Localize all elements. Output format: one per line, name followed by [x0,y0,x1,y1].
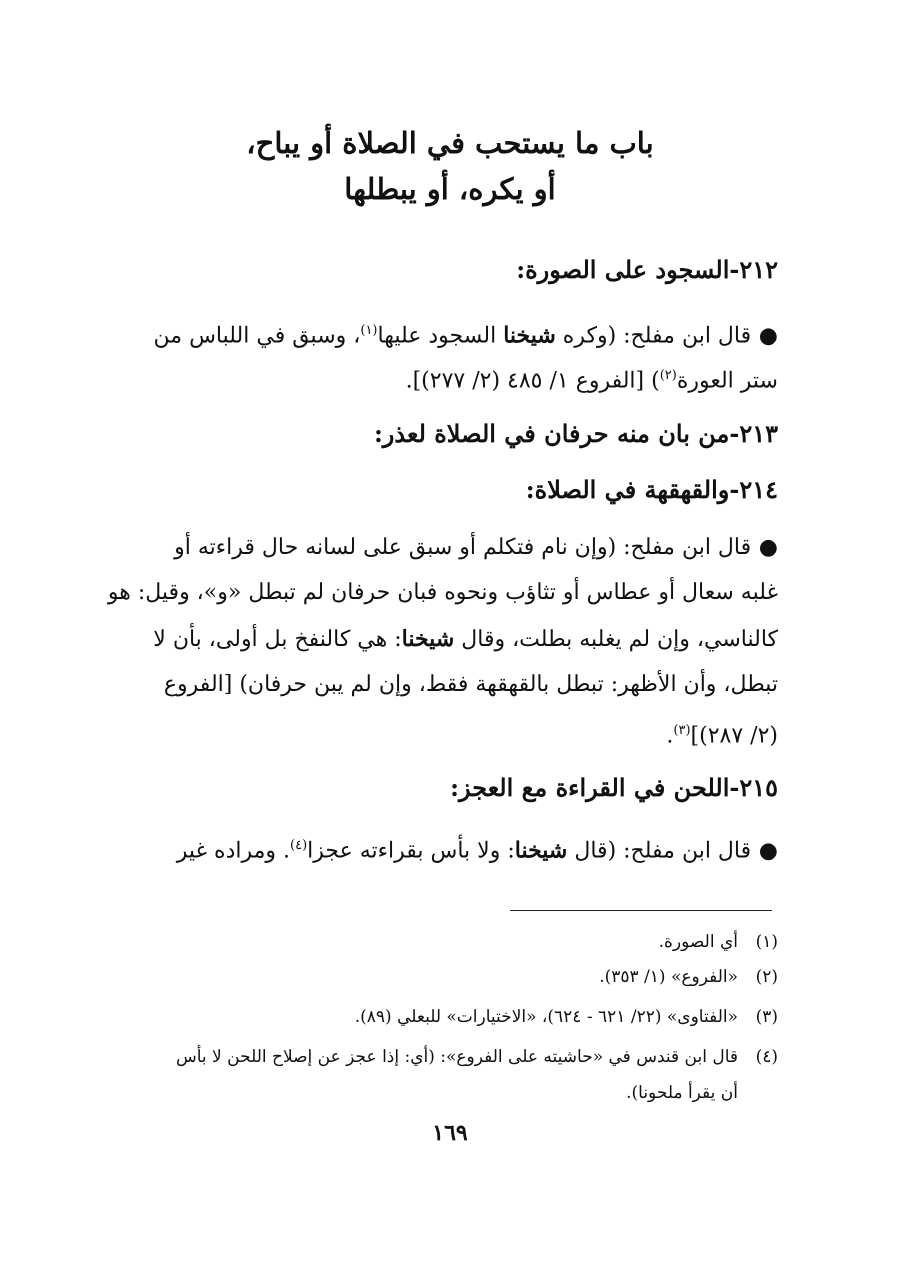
chapter-title-line-2: أو يكره، أو يبطلها [344,172,556,206]
chapter-title-line-1: باب ما يستحب في الصلاة أو يباح، [246,126,654,160]
footnote-4: (٤)قال ابن قندس في «حاشيته على الفروع»: (أي: إذا عجز عن إصلاح اللحن لا بأس [175,1047,778,1067]
footnote-ref-3[interactable]: (٣) [673,723,691,738]
bullet-icon: ● [751,322,778,349]
footnote-ref-2[interactable]: (٢) [659,368,677,383]
section-215-line-1: ● قال ابن مفلح: (قال شيخنا: ولا بأس بقراءته عجزا$^{(٤)}$. ومراده غير [176,837,778,864]
footnote-3: (٣)«الفتاوى» (٢٢/ ٦٢١ - ٦٢٤)، «الاختيارات» للبعلي (٨٩). [354,1007,778,1027]
bullet-icon: ● [751,837,778,864]
section-heading-213: ٢١٣-من بان منه حرفان في الصلاة لعذر: [373,419,778,448]
page-number: ١٦٩ [432,1120,468,1146]
footnote-1: (١)أي الصورة. [658,932,778,952]
section-heading-214: ٢١٤-والقهقهة في الصلاة: [525,475,778,504]
section-214-line-2: غلبه سعال أو عطاس أو تثاؤب ونحوه فبان حرفان لم تبطل «و»، وقيل: هو [107,580,778,605]
footnote-ref-1[interactable]: (١) [360,323,378,338]
section-heading-212: ٢١٢-السجود على الصورة: [516,255,778,284]
section-214-line-5: (٢/ ٢٨٧)]$^{(٣)}$. [666,723,778,749]
section-214-line-1: ● قال ابن مفلح: (وإن نام فتكلم أو سبق على لسانه حال قراءته أو [174,534,778,560]
section-214-line-3: كالناسي، وإن لم يغلبه بطلت، وقال شيخنا: هي كالنفخ بل أولى، بأن لا [153,626,778,652]
section-212-line-1: ● قال ابن مفلح: (وكره شيخنا السجود عليها$^{(١)}$، وسبق في اللباس من [153,322,778,349]
footnote-4-continuation: أن يقرأ ملحونا). [626,1083,738,1103]
footnote-divider [510,910,772,911]
section-212-line-2: ستر العورة$^{(٢)}$) [الفروع ١/ ٤٨٥ (٢/ ٢٧٧)]. [405,368,778,394]
section-heading-215: ٢١٥-اللحن في القراءة مع العجز: [450,773,778,802]
footnote-ref-4[interactable]: (٤) [290,838,308,853]
footnote-2: (٢)«الفروع» (١/ ٣٥٣). [599,967,778,987]
bullet-icon: ● [751,534,778,560]
section-214-line-4: تبطل، وأن الأظهر: تبطل بالقهقهة فقط، وإن لم يبن حرفان) [الفروع [163,672,778,697]
